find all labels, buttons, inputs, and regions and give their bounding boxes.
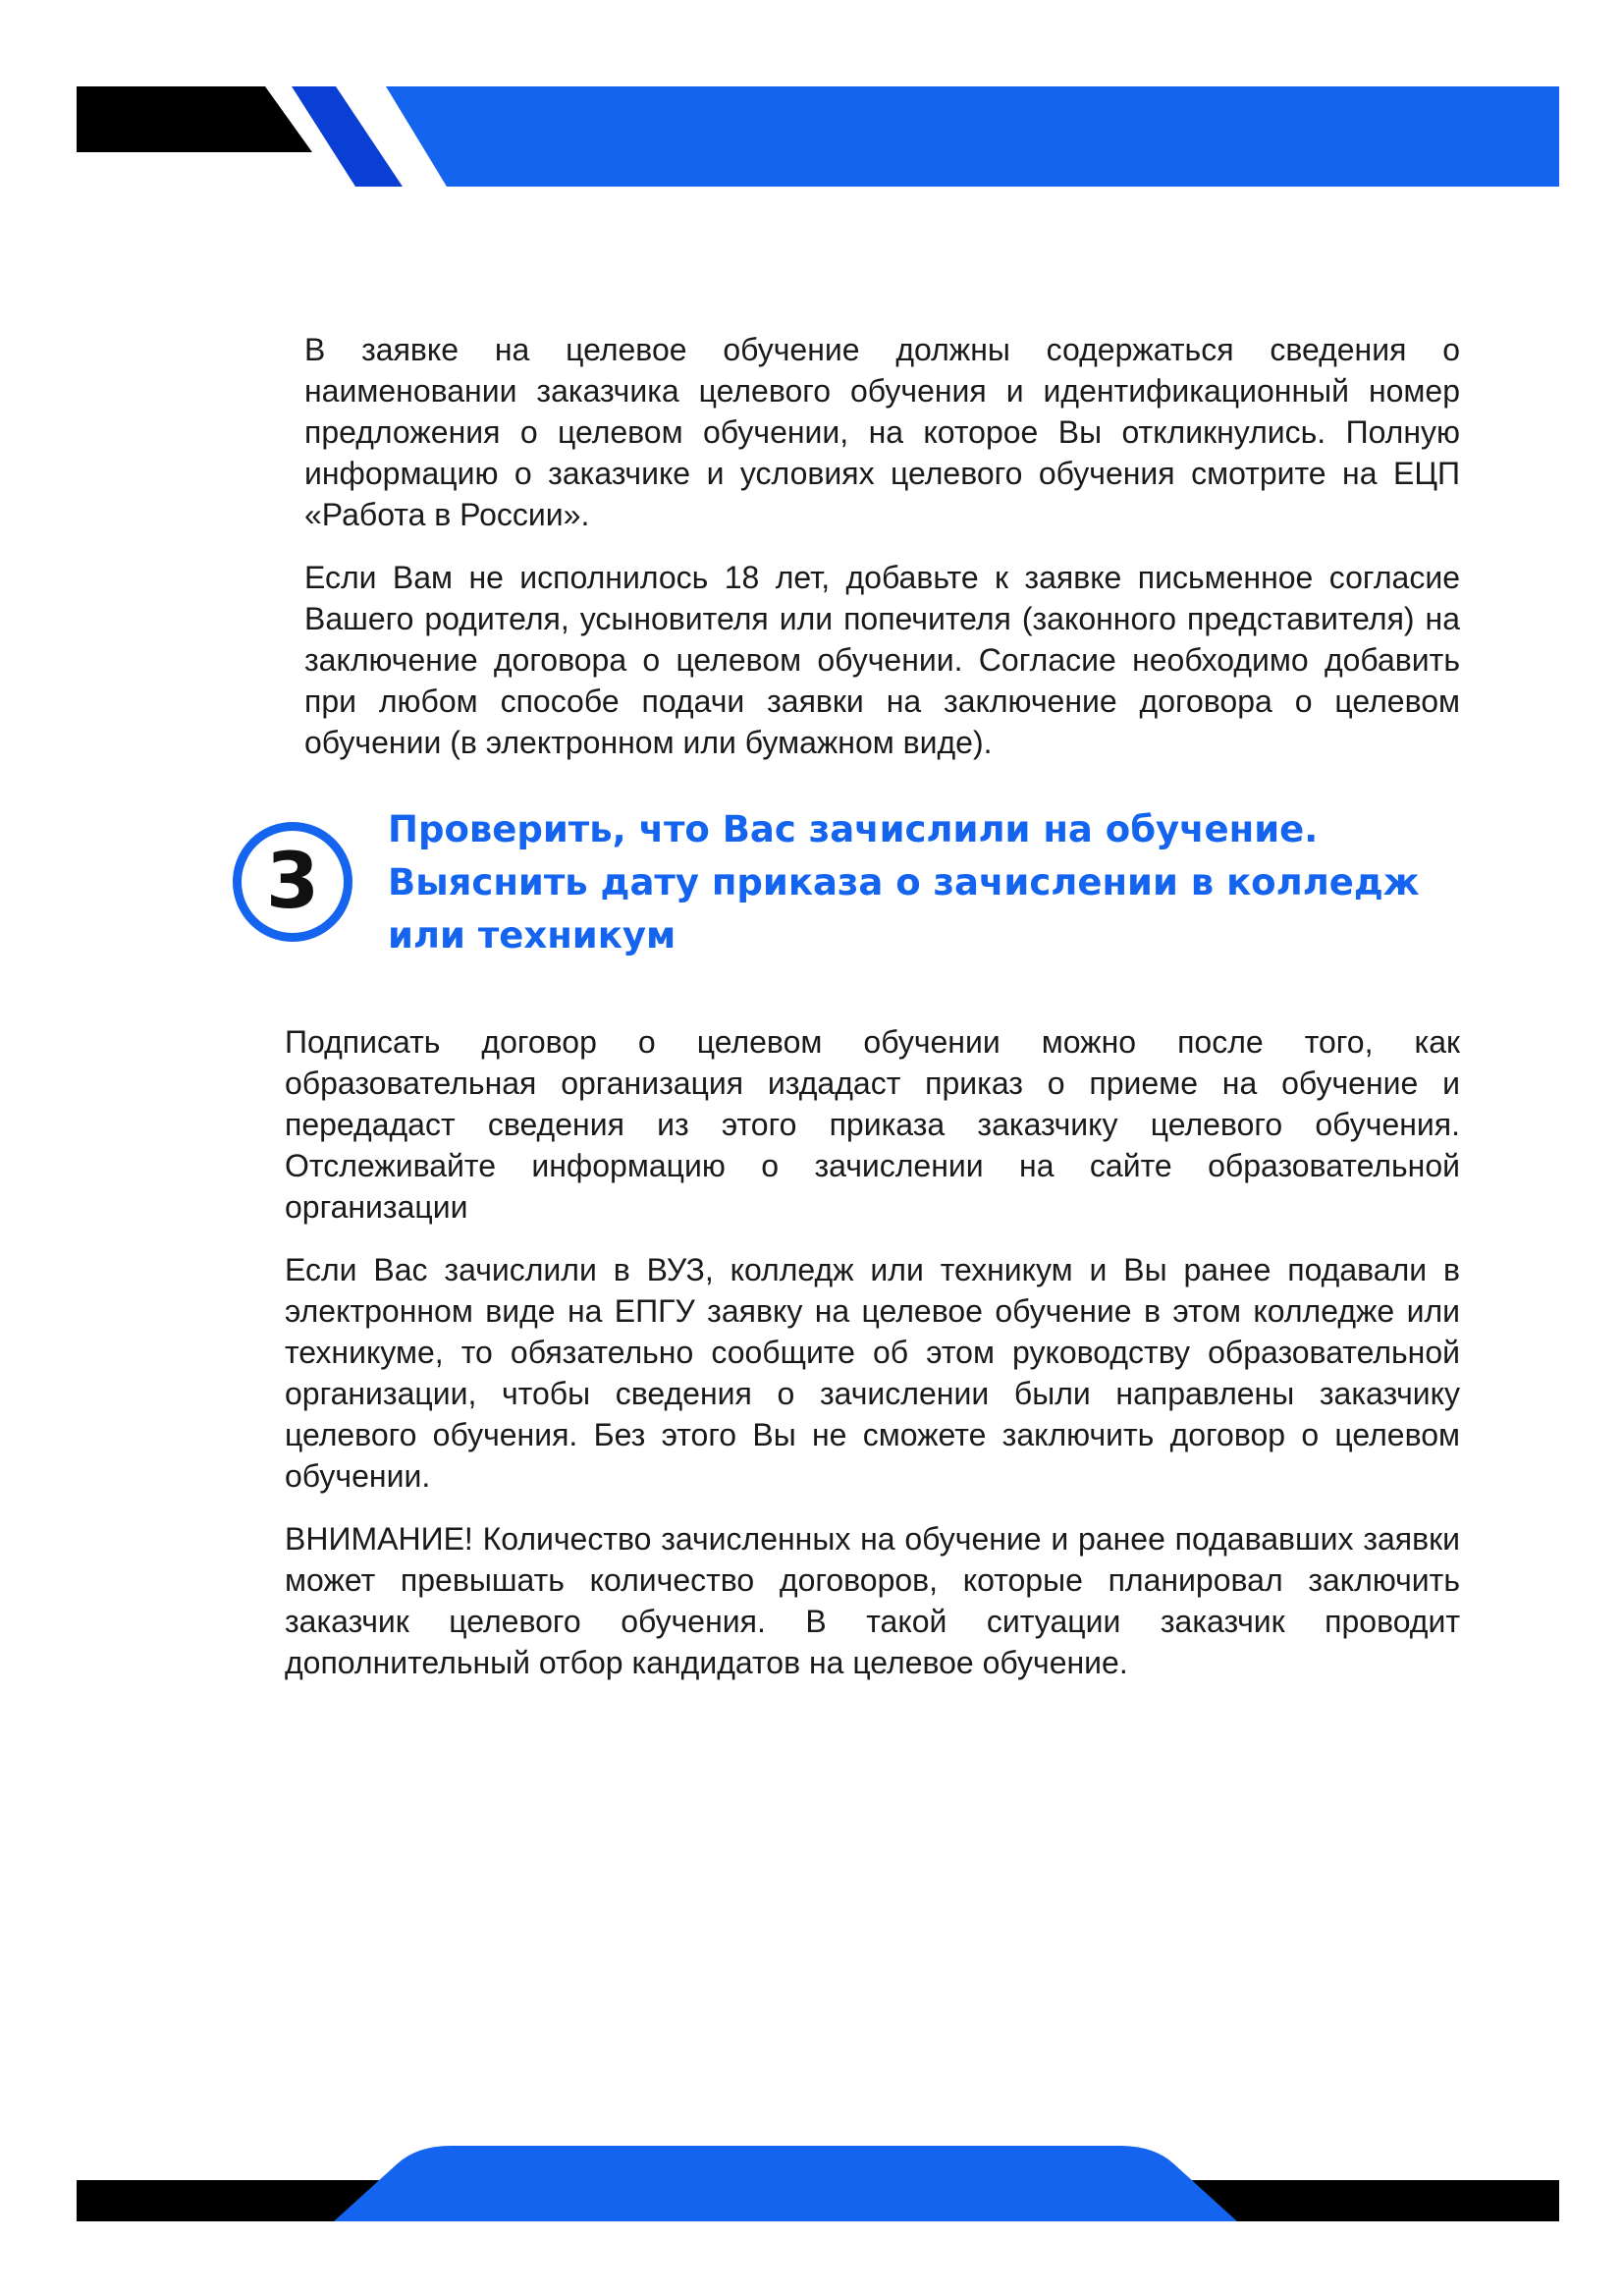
intro-section: [304, 329, 1460, 785]
header-blue-band: [386, 86, 1559, 187]
header-dark-blue-slash: [292, 86, 403, 187]
step-title-line: или техникум: [388, 914, 676, 957]
footer-banner: [0, 2136, 1623, 2234]
body-paragraph: ВНИМАНИЕ! Количество зачисленных на обучение и ранее подававших заявки может превышать количество договоров, которые планировал заключить заказчик целевого обучения. В такой ситуации заказчик проводит дополнительный отбор кандидатов на целевое обучение.: [285, 1521, 1460, 1680]
step-title: [388, 803, 1468, 962]
step-title-line: Проверить, что Вас зачислили на обучение.: [388, 808, 1319, 850]
body-section: [285, 1021, 1460, 1705]
step-title-line: Выяснить дату приказа о зачислении в колледж: [388, 861, 1420, 903]
header-black-stripe: [77, 86, 312, 152]
body-paragraph: Подписать договор о целевом обучении можно после того, как образовательная организация издадаст приказ о приеме на обучение и передадаст сведения из этого приказа заказчику целевого обучения. Отслеживайте информацию о зачислении на сайте образовательной организации: [285, 1024, 1460, 1225]
intro-paragraph: В заявке на целевое обучение должны содержаться сведения о наименовании заказчика целевого обучения и идентификационный номер предложения о целевом обучении, на которое Вы откликнулись. Полную информацию о заказчике и условиях целевого обучения смотрите на ЕЦП «Работа в России».: [304, 332, 1460, 532]
intro-paragraph: Если Вам не исполнилось 18 лет, добавьте к заявке письменное согласие Вашего родителя, усыновителя или попечителя (законного представителя) на заключение договора о целевом обучении. Согласие необходимо добавить при любом способе подачи заявки на заключение договора о целевом обучении (в электронном или бумажном виде).: [304, 560, 1460, 760]
body-paragraph: Если Вас зачислили в ВУЗ, колледж или техникум и Вы ранее подавали в электронном виде на ЕПГУ заявку на целевое обучение в этом колледже или техникуме, то обязательно сообщите об этом руководству образовательной организации, чтобы сведения о зачислении были направлены заказчику целевого обучения. Без этого Вы не сможете заключить договор о целевом обучении.: [285, 1252, 1460, 1494]
header-banner: [0, 0, 1623, 196]
step-number: 3: [265, 838, 320, 926]
step-number-badge: [233, 822, 352, 942]
footer-blue-tab: [334, 2146, 1237, 2221]
